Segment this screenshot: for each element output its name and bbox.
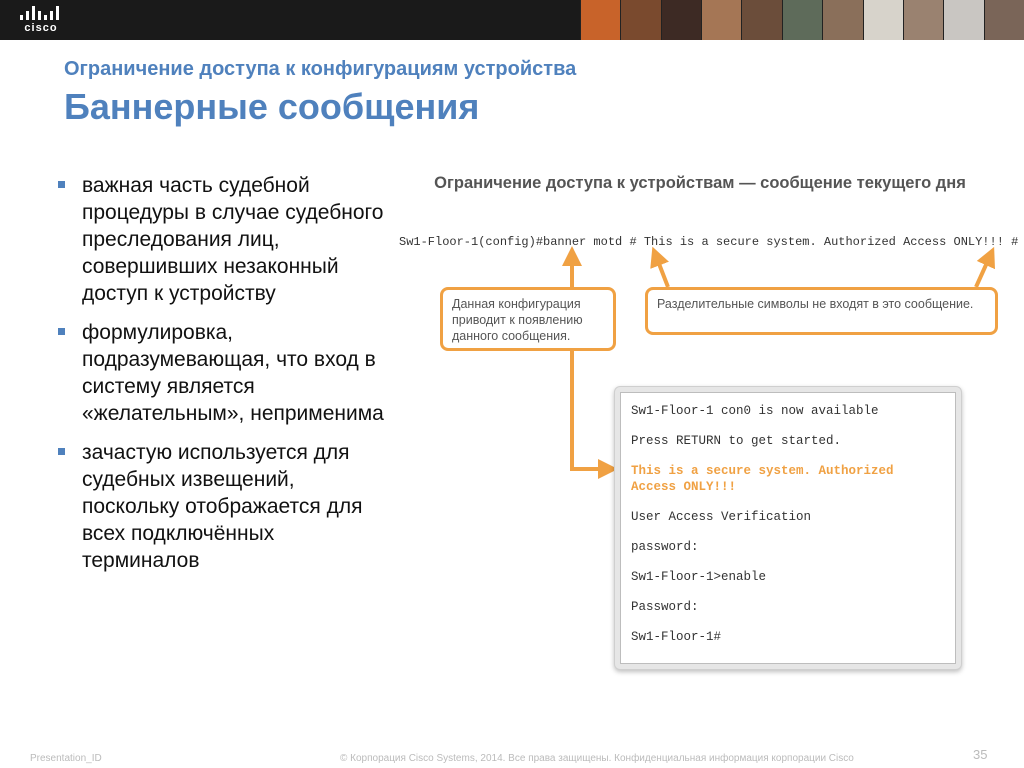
terminal-output bbox=[620, 392, 956, 664]
terminal-line: Press RETURN to get started. bbox=[631, 434, 842, 448]
arrow-to-last-delimiter bbox=[976, 256, 990, 287]
bullet-text: важная часть судебной процедуры в случае судебного преследования лиц, совершивших незаконный доступ к устройству bbox=[82, 174, 384, 305]
arrow-to-first-delimiter bbox=[656, 256, 668, 287]
callout-delimiters: Разделительные символы не входят в это сообщение. bbox=[645, 287, 998, 335]
terminal-window bbox=[614, 386, 962, 670]
terminal-banner-line: This is a secure system. Authorized Access ONLY!!! bbox=[631, 464, 894, 494]
bullet-text: зачастую используется для судебных извещений, поскольку отображается для всех подключённых терминалов bbox=[82, 441, 363, 572]
terminal-line: Sw1-Floor-1 con0 is now available bbox=[631, 404, 879, 418]
terminal-line: Sw1-Floor-1# bbox=[631, 630, 722, 644]
footer-copyright: © Корпорация Cisco Systems, 2014. Все права защищены. Конфиденциальная информация корпорации Cisco bbox=[340, 753, 854, 764]
cisco-logo-text: cisco bbox=[24, 22, 58, 34]
page-number: 35 bbox=[973, 747, 988, 762]
figure-title: Ограничение доступа к устройствам — сообщение текущего дня bbox=[434, 174, 966, 192]
slide-title: Баннерные сообщения bbox=[64, 86, 480, 127]
terminal-line: password: bbox=[631, 540, 699, 554]
footer-presentation-id: Presentation_ID bbox=[30, 753, 102, 764]
callout-configuration: Данная конфигурация приводит к появлению данного сообщения. bbox=[440, 287, 616, 351]
banner-command: Sw1-Floor-1(config)#banner motd # This is a secure system. Authorized Access ONLY!!! # bbox=[399, 235, 1019, 249]
bullet-text: формулировка, подразумевающая, что вход в систему является «желательным», неприменима bbox=[82, 321, 384, 425]
terminal-line: Password: bbox=[631, 600, 699, 614]
slide-subtitle: Ограничение доступа к конфигурациям устройства bbox=[64, 58, 577, 80]
terminal-line: Sw1-Floor-1>enable bbox=[631, 570, 767, 584]
terminal-line: User Access Verification bbox=[631, 510, 812, 524]
arrow-to-terminal-banner bbox=[572, 351, 608, 469]
